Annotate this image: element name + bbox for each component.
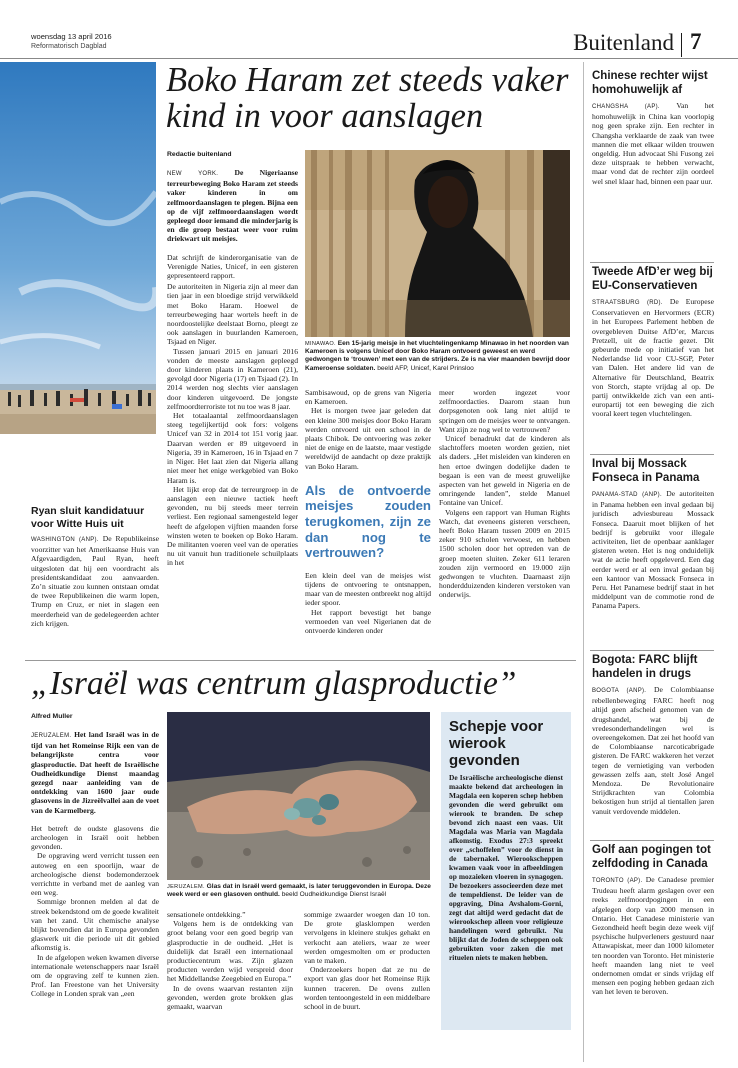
glass-hands-image [167, 712, 430, 880]
masthead-date: woensdag 13 april 2016 [31, 32, 112, 41]
paragraph: Het is morgen twee jaar geleden dat een kleine 300 meisjes door Boko Haram werden ontvoerd uit een school in de plaats Chibok. De ontvoering was zeker niet de enige en de laatste, maar vestigde wereldwijd de aandacht op deze praktijk van Boko Haram. [305, 406, 431, 471]
paragraph: Unicef benadrukt dat de kinderen als slachtoffers moeten worden gezien, niet als daders. „Het misleiden van kinderen en hen ertoe dwingen dodelijke daden te begaan is een van de meest gruwelijke aspecten van het geweld in Nigeria en de omringende landen”, stelde Manuel Fontaine van Unicef. [439, 434, 570, 508]
paragraph: Sommige bronnen melden al dat de streek bekendstond om de goede kwaliteit van het zand. Uit chemische analyse blijkt bovendien dat in Europa gevonden glaswerk uit die periode uit dit gebied afkomstig is. [31, 897, 159, 953]
paragraph: Het rapport bevestigt het bange vermoeden van veel Nigerianen dat de ontvoerde kinderen onder [305, 607, 431, 636]
boko-lead [167, 168, 298, 244]
paragraph: Onderzoekers hopen dat ze nu de export van glas door het Romeinse Rijk kunnen traceren. De ovens zullen worden tentoongesteld in een middelbare school in de buurt. [304, 965, 430, 1012]
right-column-divider [583, 62, 584, 1062]
brief-text: Van het homohuwelijk in China kan voorlopig nog geen sprake zijn. Een rechter in Changsha verklaarde de zaak van twee mannen die met elkaar wilden trouwen ongeldig. Hun advocaat Shi Fusong zei deze uitspraak te hebben verwacht, maar vond dat de rechter zijn oordeel wel snel klaar had, binnen een paar uur. [592, 101, 714, 186]
paragraph: Volgens hem is de ontdekking van groot belang voor een goed begrip van glasproductie in de oudheid. „Het is duidelijk dat Israël een internationaal productiecentrum was. Zijn glazen producten werden wijd verspreid door het Middellandse Zeegebied en Europa.” [167, 919, 293, 984]
wierook-text: De Israëlische archeologische dienst maakte bekend dat archeologen in Magdala een koperen schep hebben gevonden die werd gebruikt om wierook te branden. De schep bevond zich naast een vaas. Uit Magdala was Maria van Magdala afkomstig. Exodus 27:3 spreekt over „schoffelen” voor de dienst in de tabernakel. Wierookscheppen kwamen vaak voor in afbeeldingen op mozaieken vloeren in synagogen. De bezoekers associeerden deze met de tempeldienst. De leider van de opgraving, Dina Avshalom-Gorni, zegt dat altijd werd gedacht dat de wierookschep alleen voor religieuze handelingen werd gebruikt. Nu blijkt dat de Joden de scheppen ook gebruikten voor zaken die met rituelen niets te maken hebben. [449, 773, 563, 962]
boko-photo-credit: beeld AFP, Unicef, Karel Prinsloo [377, 364, 474, 372]
brief-title: Tweede AfD’er weg bij EU-Conservatieven [592, 266, 713, 292]
paragraph: Het betreft de oudste glasovens die archeologen in Israël ooit hebben gevonden. [31, 823, 159, 852]
glass-col2 [167, 910, 293, 1062]
brief-divider [590, 650, 714, 651]
brief-mossack [592, 458, 714, 637]
brief-dateline: STRAATSBURG (RD). [592, 300, 663, 306]
boko-dateline: NEW YORK. [167, 171, 219, 177]
boko-pull-quote: Als de ontvoerde meisjes zouden terugkomen, zijn ze dan nog te vertrouwen? [305, 482, 431, 561]
glass-caption-text: Glas dat in Israël werd gemaakt, is later teruggevonden in Europa. Deze week werd er een glasoven onthuld. [167, 883, 431, 899]
beach-scene-image [0, 62, 156, 434]
wierook-title: Schepje voor wierook gevonden [449, 718, 544, 769]
paragraph: In de ovens waarvan restanten zijn gevonden, werden grote brokken glas gemaakt, waarvan [167, 983, 293, 1012]
paragraph: Volgens een rapport van Human Rights Watch, dat eveneens gisteren verscheen, heeft Boko Haram tussen 2009 en 2015 zeker 910 scholen verwoest, en hebben 1500 scholen door het optreden van de groep moeten sluiten. Zeker 611 leraren zouden zijn vermoord en 19.000 zijn gedwongen te vluchten. Daarnaast zijn honderdduizenden kinderen verstoken van onderwijs. [439, 507, 570, 600]
wierook-box [441, 712, 571, 1030]
brief-body [592, 685, 714, 823]
boko-photo-caption [305, 340, 570, 373]
paragraph: Het totaalaantal zelfmoordaanslagen steeg tegelijkertijd ook fors: volgens Unicef van 32 in 2014 tot 151 vorig jaar. Daarvan werden er 89 uitgevoerd in Nigeria, 39 in Kameroen, 16 in Tsjaad en 7 in Niger. Het laat zien dat Nigeria allang niet meer het enige werkgebied van Boko Haram is. [167, 411, 298, 485]
brief-divider [590, 840, 714, 841]
glass-photo-credit: beeld Oudheidkundige Dienst Israël [281, 891, 387, 899]
brief-canada [592, 844, 714, 1055]
boko-photo [305, 150, 570, 337]
brief-text: De Canadese premier Trudeau heeft alarm geslagen over een reeks zelfmoordpogingen in een afgelegen dorp van 2000 mensen in Ontario. Het Canadese ministerie van Gezondheid heeft begin deze week vijf psychische hulpverleners gestuurd naar Attawapiskat, meer dan 1000 kilometer ten noorden van Toronto. Het ministerie heeft maanden lang niet te veel ondernomen omdat er sinds vrijdag elf mensen een poging hebben gedaan zich van het leven te beroven. [592, 875, 714, 997]
boko-col1 [167, 168, 298, 646]
glass-lead-text: Het land Israël was in de tijd van het Romeinse Rijk een van de belangrijkste centra voor glasproductie. Dat heeft de Israëlische Oudheidkundige Dienst maandag gezegd naar aanleiding van de ontdekking van 1600 jaar oude glasovens in de Jizreëlvallei aan de voet van de Karmelberg. [31, 730, 159, 815]
brief-body [592, 489, 714, 637]
ryan-headline: Ryan sluit kandidatuur voor Witte Huis uit [31, 505, 145, 530]
paragraph: De autoriteiten in Nigeria zijn al meer dan tien jaar in een bloedige strijd verwikkeld met Boko Haram. Hoewel de terreurbeweging haar wortels heeft in de noordoostelijke deelstaat Borno, pleegt ze ook aanslagen in buurlanden Kameroen, Tsjaad en Niger. [167, 282, 298, 347]
masthead-paper: Reformatorisch Dagblad [31, 43, 107, 50]
brief-dateline: PANAMA-STAD (ANP). [592, 492, 662, 498]
brief-divider [590, 454, 714, 455]
brief-chinese [592, 70, 714, 247]
paragraph: Dat schrijft de kinderorganisatie van de Verenigde Naties, Unicef, in een gisteren gepresenteerd rapport. [167, 252, 298, 281]
refugee-girl-image [305, 150, 570, 337]
glass-photo-caption [167, 883, 432, 899]
page-number: 7 [690, 29, 702, 54]
brief-text: De Colombiaanse rebellenbeweging FARC heeft nog altijd geen afscheid genomen van de drugshandel, wat bij de vredesonderhandelingen wel is overeengekomen. Dat zei het hoofd van de Colombiaanse narcoticabrigade gisteren. De FARC wakkeren het verzet tegen de vernietiging van verboden gewassen zelfs aan, stelt José Angel Mendoza. De Revolutionaire Strijdkrachten van Colombia bekostigen hun strijd al tientallen jaren vanuit verdovende middelen. [592, 685, 714, 816]
boko-lead-text: De Nigeriaanse terreurbeweging Boko Haram zet steeds vaker kinderen in om zelfmoordaanslagen te plegen. Bijna een op de vijf zelfmoordaanslagen wordt gepleegd door iemand die minderjarig is en die groep bestaat weer voor ruim driekwart uit meisjes. [167, 168, 298, 244]
brief-text: De autoriteiten in Panama hebben een inval gedaan bij juridisch adviesbureau Mossack Fonseca. Daaruit moet blijken of het bedrijf is gebruikt voor illegale activiteiten, liet de openbaar aanklager gisteren weten. Het is nog onduidelijk wat de actie heeft opgeleverd. Een dag eerder werd er al een inval gedaan bij een kantoor van Mossack Fonseca in Peru. Het Panamese bedrijf staat in het middelpunt van de commotie rond de Panama Papers. [592, 489, 714, 611]
paragraph: In de afgelopen weken kwamen diverse internationale wetenschappers naar Israël om de opgraving zelf te kunnen zien. Prof. Ian Freestone van het University College in Londen sprak van „een [31, 952, 159, 999]
boko-col3 [439, 388, 570, 652]
brief-title: Chinese rechter wijst homohuwelijk af [592, 70, 708, 96]
paragraph: Een klein deel van de meisjes wist tijdens de ontvoering te ontsnappen, maar van de meesten ontbreekt nog altijd ieder spoor. [305, 570, 431, 608]
glass-dateline: JERUZALEM. [31, 733, 72, 739]
paragraph: sensationele ontdekking.” [167, 910, 246, 919]
glass-photo [167, 712, 430, 880]
brief-title: Bogota: FARC blijft handelen in drugs [592, 654, 698, 680]
glass-headline: „Israël was centrum glasproductie” [31, 665, 517, 702]
brief-divider [590, 262, 714, 263]
glass-col1 [31, 730, 159, 1060]
paragraph: meer worden ingezet voor zelfmoordacties. Daarom staan hun dorpsgenoten ook lang niet altijd te springen om de meisjes weer te ontvangen. Want zijn ze nog wel te vertrouwen? [439, 388, 570, 434]
boko-headline-line2: kind in voor aanslagen [166, 97, 484, 135]
paragraph: De opgraving werd verricht tussen een autoweg en een spoorlijn, waar de archeologische dienst bodemonderzoek verrichtte in verband met de aanleg van een weg. [31, 851, 159, 898]
brief-body [592, 297, 714, 435]
header-rule [0, 58, 738, 59]
boko-byline: Redactie buitenland [167, 151, 232, 158]
brief-dateline: TORONTO (AP). [592, 878, 643, 884]
paragraph: Het lijkt erop dat de terreurgroep in de aanslagen een nieuwe tactiek heeft gevonden, nu bij steeds meer terrein verliest. Een regionaal samengesteld leger heeft de afgelopen vijftien maanden forse winsten weten te boeken op Boko Haram. De militanten voeren veel van de operaties nu uit vanuit hun traditionele schuilplaats in het [167, 484, 298, 568]
boko-headline-line1: Boko Haram zet steeds vaker [166, 61, 569, 99]
boko-col2 [305, 388, 431, 652]
ryan-text: De Republikeinse voorzitter van het Amerikaanse Huis van Afgevaardigden, Paul Ryan, heeft uitgesloten dat hij een voordracht als presidentskandidaat zou aanvaarden. Zo’n situatie zou kunnen ontstaan omdat de twee Republikeinen die warm lopen, Trump en Cruz, er niet in slagen een meerderheid van de gedelegeerden achter zich krijgen. [31, 534, 159, 628]
boko-headline [166, 62, 576, 134]
brief-body [592, 875, 714, 1055]
brief-dateline: BOGOTA (ANP). [592, 688, 647, 694]
brief-afd [592, 266, 714, 435]
glass-byline: Alfred Muller [31, 713, 73, 720]
brief-farc [592, 654, 714, 823]
paragraph: sommige zwaarder woegen dan 10 ton. De grote glasklompen werden vervolgens in kleinere stukjes gehakt en verkocht aan ateliers, waar ze weer werden omgesmolten om er producten van te maken. [304, 910, 430, 966]
glass-caption-place: JERUZALEM. [167, 884, 205, 890]
paragraph: Tussen januari 2015 en januari 2016 vonden de meeste aanslagen gepleegd door kinderen plaats in Kameroen (21), gevolgd door Nigeria (17) en Tsjaad (2). In 2014 werden nog slechts vier aanslagen door kinderen uitgevoerd. De jongste zelfmoordterroriste tot nu toe was 8 jaar. [167, 346, 298, 411]
story-divider [25, 660, 576, 661]
glass-col3 [304, 910, 430, 1062]
section-title: Buitenland [573, 30, 674, 55]
ryan-dateline: WASHINGTON (ANP). [31, 537, 99, 543]
brief-title: Golf aan pogingen tot zelfdoding in Canada [592, 844, 711, 870]
brief-title: Inval bij Mossack Fonseca in Panama [592, 458, 700, 484]
boko-caption-place: MINAWAO. [305, 341, 336, 347]
ryan-body [31, 534, 159, 652]
beach-photo [0, 62, 156, 434]
glass-lead [31, 730, 159, 815]
boko-caption-text: Een 15-jarig meisje in het vluchtelingenkamp Minawao in het noorden van Kameroen is volgens Unicef door Boko Haram ontvoerd geweest en werd gedwongen te ‘trouwen’ met een van de strijders. Ze is na vier maanden bevrijd door Kameroense soldaten. [305, 340, 570, 372]
section-divider [681, 33, 682, 57]
paragraph: Sambisawoud, op de grens van Nigeria en Kameroen. [305, 388, 431, 407]
brief-body [592, 101, 714, 247]
brief-text: De Europese Conservatieven en Hervormers (ECR) in het Europees Parlement hebben de overgebleven Duitse AfD’er, Marcus Pretzell, uit de fractie gezet. Dit gebeurde mede op initiatief van het Nederlandse lid voor CU-SGP, Peter van Dalen. Het andere lid van de Alternative für Deutschland, Beatrix von Storch, stapte vrijdag al op. De partij ontwikkelde zich van een anti-europartij tot een beweging die zich vooral keert tegen vluchtelingen. [592, 297, 714, 419]
brief-dateline: CHANGSHA (AP). [592, 104, 660, 110]
